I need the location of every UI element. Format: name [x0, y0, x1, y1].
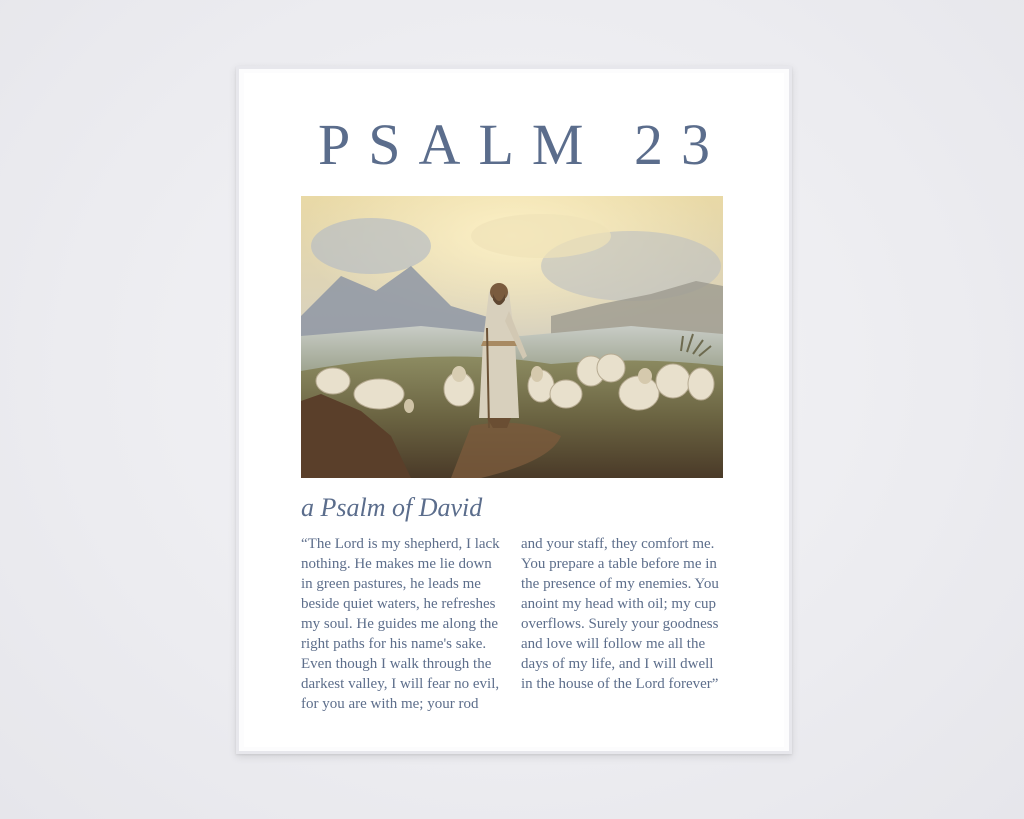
psalm-line: and love will follow me all the — [521, 636, 706, 652]
psalm-line: Even though I walk through the — [301, 656, 492, 672]
psalm-line: darkest valley, I will fear no evil, — [301, 676, 500, 692]
psalm-line: in green pastures, he leads me — [301, 576, 481, 592]
psalm-line: beside quiet waters, he refreshes — [301, 596, 496, 612]
psalm-text-right-column — [521, 534, 731, 694]
psalm-line: my soul. He guides me along the — [301, 616, 499, 632]
psalm-line: and your staff, they comfort me. — [521, 536, 715, 552]
picture-frame — [236, 66, 792, 754]
poster-paper — [244, 73, 784, 747]
psalm-line: You prepare a table before me in — [521, 556, 717, 572]
psalm-line: nothing. He makes me lie down — [301, 556, 492, 572]
psalm-line: in the house of the Lord forever” — [521, 676, 719, 692]
psalm-line: the presence of my enemies. You — [521, 576, 719, 592]
psalm-line: days of my life, and I will dwell — [521, 656, 714, 672]
psalm-line: right paths for his name's sake. — [301, 636, 487, 652]
shepherd-painting — [301, 196, 723, 478]
psalm-line: “The Lord is my shepherd, I lack — [301, 536, 500, 552]
psalm-line: for you are with me; your rod — [301, 696, 479, 712]
poster-title: PSALM 23 — [318, 112, 728, 177]
psalm-line: anoint my head with oil; my cup — [521, 596, 716, 612]
psalm-text-left-column — [301, 534, 511, 714]
poster-subtitle: a Psalm of David — [301, 493, 483, 522]
psalm-line: overflows. Surely your goodness — [521, 616, 719, 632]
